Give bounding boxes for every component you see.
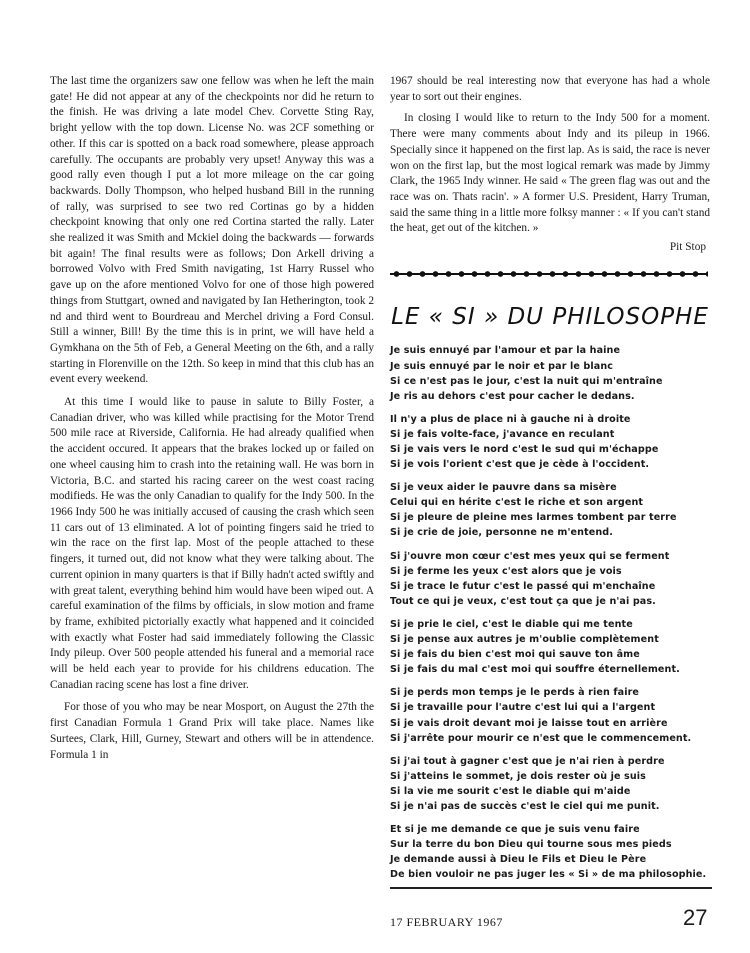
poem-stanza: [390, 412, 710, 472]
right-column: [390, 74, 710, 882]
poem-line: Et si je me demande ce que je suis venu faire: [390, 824, 640, 836]
poem-line: Si je prie le ciel, c'est le diable qui me tente: [390, 618, 633, 630]
poem-line: De bien vouloir ne pas juger les « Si » de ma philosophie.: [390, 869, 707, 881]
poem-line: Je suis ennuyé par l'amour et par la haine: [390, 345, 621, 357]
poem-line: Si j'arrête pour mourir ce n'est que le commencement.: [390, 732, 692, 744]
poem-line: Sur la terre du bon Dieu qui tourne sous mes pieds: [390, 839, 672, 851]
poem-stanza: [390, 822, 710, 882]
poem-stanza: [390, 549, 710, 609]
poem-line: Si je n'ai pas de succès c'est le ciel qui me punit.: [390, 800, 660, 812]
poem-line: Si je ferme les yeux c'est alors que je vois: [390, 565, 622, 577]
paragraph-1967-season: 1967 should be real interesting now that everyone has had a whole year to sort out their engines.: [390, 75, 710, 103]
footer-date: 17 FEBRUARY 1967: [390, 915, 503, 929]
poem-line: Je ris au dehors c'est pour cacher le dedans.: [390, 390, 635, 402]
poem-line: Il n'y a plus de place ni à gauche ni à droite: [390, 413, 631, 425]
poem-line: Si je trace le futur c'est le passé qui m'enchaîne: [390, 580, 656, 592]
poem-stanza: [390, 617, 710, 677]
poem-title: LE « SI » DU PHILOSOPHE: [391, 303, 709, 330]
poem-line: Si je crie de joie, personne ne m'entend.: [390, 527, 613, 539]
poem-line: Celui qui en hérite c'est le riche et son argent: [390, 497, 644, 509]
page-number: 27: [683, 905, 708, 930]
paragraph-mosport: For those of you who may be near Mosport, on August the 27th the first Canadian Formula 1 Grand Prix will take place. Names like Surtees, Clark, Hill, Gurney, Stewart and others will be in attendence. Formula 1 in: [50, 701, 374, 761]
poem-line: Si la vie me sourit c'est le diable qui m'aide: [390, 785, 631, 797]
paragraph-rally-results: The last time the organizers saw one fellow was when he left the main gate! He did not appear at any of the checkpoints nor did he return to the finish. He was driving a late model Chev. Corvette Sting Ray, bright yellow with the top down. License No. was 2CF something or other. If this car is spotted on a back road somewhere, please approach carefully. The occupants are probably very upset! Anyway this was a good rally even though I put a lot more mileage on the car going backwards. Dolly Thompson, who helped husband Bill in the running of rally, was surprised to see two red Cortinas go by a hidden checkpoint knowing that only one red Cortina started the rally. Later she realized it was Smith and Mckiel doing the backwards — forwards bit again! The final results were as follows; Don Arkell driving a borrowed Volvo with Fred Smith navigating, 1st Harry Russel who gave up on the afore mentioned Volvo for one of those high powered things from Stuttgart, owned and navigated by Ian Hetherington, took 2 nd and third went to Bourdreau and Merchel driving a Ford Consul. Still a winner, Bill! By the time this is in print, we will have held a Gymkhana on the 5th of Feb, a General Meeting on the 6th, and a rally starting in Florenville on the 12th. So keep in mind that this club has an event every weekend.: [50, 75, 374, 386]
poem-line: Si je perds mon temps je le perds à rien faire: [390, 687, 640, 699]
poem-line: Tout ce qui je veux, c'est tout ça que je n'ai pas.: [390, 595, 656, 607]
poem-line: Si je travaille pour l'autre c'est lui qui a l'argent: [390, 702, 656, 714]
poem-line: Si ce n'est pas le jour, c'est la nuit qui m'entraîne: [390, 375, 663, 387]
poem-line: Si je fais volte-face, j'avance en reculant: [390, 428, 615, 440]
poem: [390, 343, 710, 882]
poem-line: Si je vais vers le nord c'est le sud qui m'échappe: [390, 444, 659, 455]
poem-line: Si j'atteins le sommet, je dois rester où je suis: [390, 770, 646, 782]
poem-stanza: [390, 343, 710, 403]
footer-rule: [390, 887, 712, 889]
poem-line: Si je fais du bien c'est moi qui sauve ton âme: [390, 649, 640, 661]
poem-line: Si je fais du mal c'est moi qui souffre éternellement.: [390, 664, 680, 676]
poem-line: Si je vois l'orient c'est que je cède à l'occident.: [390, 459, 650, 471]
poem-line: Si je veux aider le pauvre dans sa misère: [390, 482, 617, 494]
paragraph-indy-closing: In closing I would like to return to the Indy 500 for a moment. There were many comments about Indy and its pileup in 1966. Specially since it happened on the first lap. As is said, the race is never won on the first lap, but the most logical remark was made by Jimmy Clark, the 1965 Indy winner. He said « The green flag was out and the race was on. Thats racin'. » A former U.S. President, Harry Truman, said the same thing in a little more folksy manner : « If you can't stand the heat, get out of the kitchen. »: [390, 112, 710, 235]
poem-line: Je demande aussi à Dieu le Fils et Dieu le Père: [390, 854, 647, 866]
ornamental-divider: [390, 268, 708, 280]
poem-line: Si je pleure de pleine mes larmes tombent par terre: [390, 512, 677, 524]
poem-line: Je suis ennuyé par le noir et par le blanc: [390, 360, 614, 372]
poem-line: Si je vais droit devant moi je laisse tout en arrière: [390, 717, 668, 729]
poem-stanza: [390, 754, 710, 814]
poem-stanza: [390, 480, 710, 540]
poem-line: Si j'ouvre mon cœur c'est mes yeux qui se ferment: [390, 550, 670, 562]
poem-line: Si j'ai tout à gagner c'est que je n'ai rien à perdre: [390, 755, 665, 767]
left-column: [50, 74, 374, 763]
poem-stanza: [390, 685, 710, 745]
author-signature: Pit Stop: [669, 241, 706, 254]
poem-line: Si je pense aux autres je m'oublie complètement: [390, 634, 659, 646]
paragraph-billy-foster: At this time I would like to pause in salute to Billy Foster, a Canadian driver, who was killed while practising for the Motor Trend 500 mile race at Riverside, California. He had already qualified when the accident occured. It appears that the brakes locked up or failed on one wheel causing him to crash into the retaining wall. He was born in Victoria, B.C. and started his racing career on the west coast racing modifieds. He was the only Canadian to qualify for the Indy 500. In the 1966 Indy 500 he was initially accused of causing the crash which seen 11 cars out of 13 eliminated. A lot of pointing fingers said he tried to win the race on the first lap. Most of the people attached to these fingers, it turned out, did not know what they were talking about. The current opinion in many quarters is that if Billy hadn't acted swiftly and with great talent, everything behind him would have been wiped out. A careful examination of the films by officials, in slow motion and frame by frame, exhibited pictorially exactly what happened and it coincided with exactly what Foster had said immediately following the Classic Indy pileup. Over 500 people attended his funeral and a memorial race will be held each year to provide for his childrens education. The Canadian racing scene has lost a fine driver.: [50, 396, 374, 691]
